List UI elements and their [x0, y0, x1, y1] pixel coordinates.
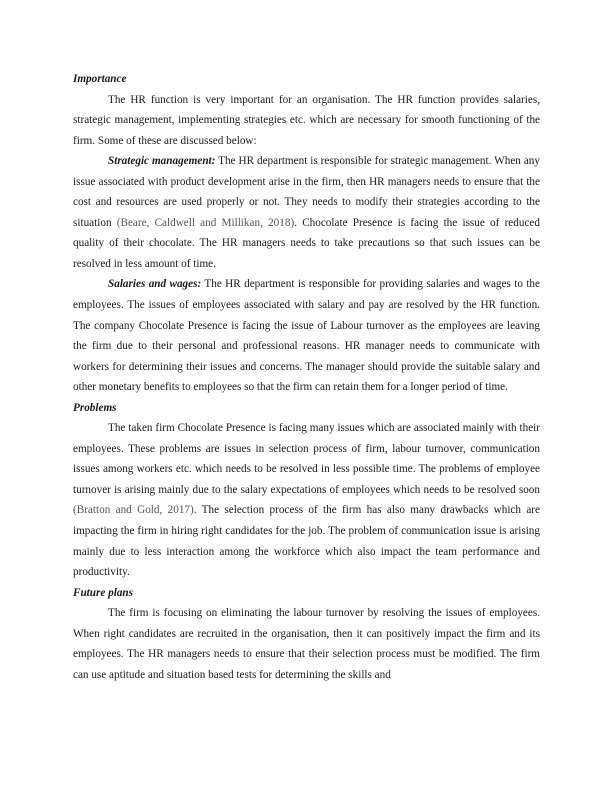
citation-bratton: (Bratton and Gold, 2017)	[73, 504, 194, 517]
salaries-text: The HR department is responsible for providing salaries and wages to the employees. The issues of employees associated with salary and pay are resolved by the HR function. The company Chocolate Presence is facing the issue of Labour turnover as the employees are leaving the firm due to their personal and professional reasons. HR manager needs to communicate with workers for determining their issues and concerns. The manager should provide the suitable salary and other monetary benefits to employees so that the firm can retain them for a longer period of time.	[73, 278, 540, 394]
heading-future-plans: Future plans	[73, 586, 134, 599]
paragraph-salaries-wages	[73, 274, 540, 397]
strategic-text-a: The HR department is responsible for strategic management. When any issue associated with product development arise in the firm, then HR managers needs to ensure that the cost and resources are used properly or not. They needs to modify their strategies according to the situation	[73, 155, 540, 229]
problems-text-b: . The selection process of the firm has also many drawbacks which are impacting the firm in hiring right candidates for the job. The problem of communication issue is arising mainly due to less interaction among the workforce which also impact the team performance and productivity.	[73, 504, 540, 579]
citation-beare: (Beare, Caldwell and Millikan, 2018)	[116, 216, 295, 229]
paragraph-importance-intro: The HR function is very important for an organisation. The HR function provides salaries, strategic management, implementing strategies etc. which are necessary for smooth functioning of the firm. Some of these are discussed below:	[73, 93, 540, 147]
lead-strategic-management: Strategic management:	[108, 155, 216, 168]
heading-problems: Problems	[73, 401, 117, 414]
strategic-text-b: . Chocolate Presence is facing the issue of reduced quality of their chocolate. The HR managers needs to take precautions so that such issues can be resolved in less amount of time.	[73, 216, 540, 270]
paragraph-problems	[73, 418, 540, 582]
document-page	[73, 69, 540, 685]
paragraph-strategic-management	[73, 151, 540, 274]
problems-text-a: The taken firm Chocolate Presence is facing many issues which are associated mainly with their employees. These problems are issues in selection process of firm, labour turnover, communication issues among workers etc. which needs to be resolved in less possible time. The problems of employee turnover is arising mainly due to the salary expectations of employees which needs to be resolved soon	[73, 422, 540, 496]
paragraph-future-plans: The firm is focusing on eliminating the labour turnover by resolving the issues of employees. When right candidates are recruited in the organisation, then it can positively impact the firm and its employees. The HR managers needs to ensure that their selection process must be modified. The firm can use aptitude and situation based tests for determining the skills and	[73, 607, 540, 681]
heading-importance: Importance	[73, 73, 127, 85]
lead-salaries-wages: Salaries and wages:	[108, 278, 202, 291]
